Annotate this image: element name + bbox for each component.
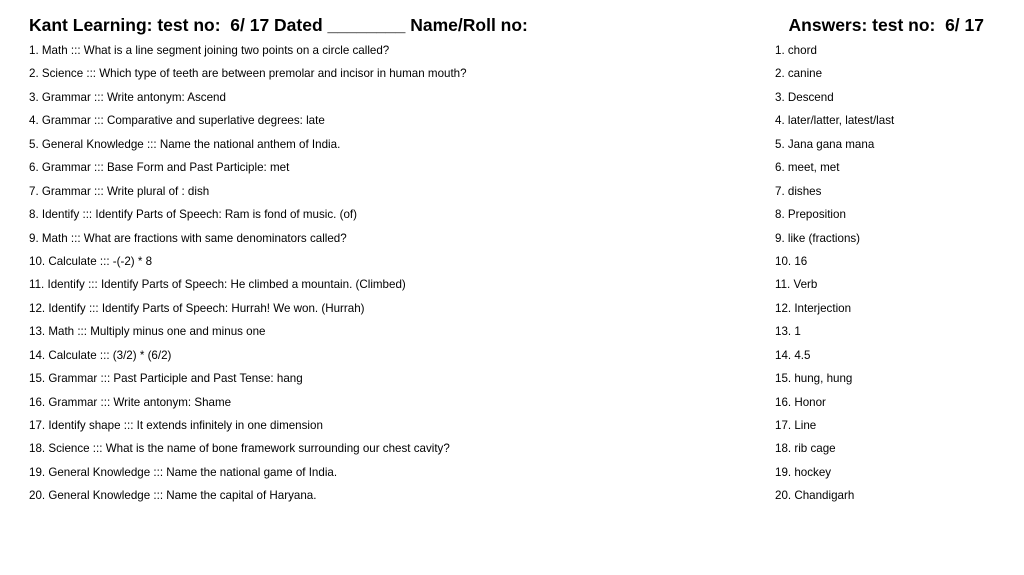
answer-item: 19. hockey (775, 465, 832, 479)
question-item: 1. Math ::: What is a line segment joining two points on a circle called? (29, 44, 390, 57)
answer-item: 14. 4.5 (775, 348, 811, 362)
answer-item: 20. Chandigarh (775, 489, 855, 503)
question-list (29, 39, 729, 508)
question-item: 20. General Knowledge ::: Name the capital of Haryana. (29, 489, 317, 503)
question-item: 15. Grammar ::: Past Participle and Past Tense: hang (29, 372, 303, 386)
question-item: 18. Science ::: What is the name of bone framework surrounding our chest cavity? (29, 442, 450, 456)
question-item: 8. Identify ::: Identify Parts of Speech: Ram is fond of music. (of) (29, 208, 357, 222)
answer-item: 5. Jana gana mana (775, 137, 875, 151)
answer-item: 13. 1 (775, 325, 801, 339)
answer-item: 10. 16 (775, 254, 808, 268)
question-item: 7. Grammar ::: Write plural of : dish (29, 184, 210, 198)
answer-item: 12. Interjection (775, 301, 852, 315)
answer-item: 11. Verb (775, 278, 818, 292)
question-item: 17. Identify shape ::: It extends infinitely in one dimension (29, 419, 323, 432)
question-item: 6. Grammar ::: Base Form and Past Participle: met (29, 161, 290, 175)
question-item: 19. General Knowledge ::: Name the national game of India. (29, 465, 338, 479)
answer-item: 6. meet, met (775, 161, 840, 175)
question-item: 5. General Knowledge ::: Name the national anthem of India. (29, 137, 341, 151)
question-item: 10. Calculate ::: -(-2) * 8 (29, 254, 153, 268)
answer-item: 8. Preposition (775, 208, 846, 222)
answer-item: 16. Honor (775, 395, 826, 409)
answer-item: 1. chord (775, 44, 817, 57)
question-item: 11. Identify ::: Identify Parts of Speech: He climbed a mountain. (Climbed) (29, 278, 406, 292)
answer-item: 2. canine (775, 67, 823, 81)
answer-item: 18. rib cage (775, 442, 836, 456)
question-item: 9. Math ::: What are fractions with same denominators called? (29, 231, 347, 245)
answer-item: 3. Descend (775, 90, 834, 104)
answer-item: 15. hung, hung (775, 372, 853, 386)
question-item: 16. Grammar ::: Write antonym: Shame (29, 395, 232, 409)
test-title: Kant Learning: test no: 6/ 17 Dated ________ Name/Roll no: (29, 15, 528, 35)
question-item: 14. Calculate ::: (3/2) * (6/2) (29, 348, 172, 362)
question-item: 13. Math ::: Multiply minus one and minus one (29, 325, 266, 339)
question-item: 4. Grammar ::: Comparative and superlative degrees: late (29, 114, 325, 128)
answer-item: 4. later/latter, latest/last (775, 114, 895, 128)
answer-list (775, 39, 995, 508)
answers-title: Answers: test no: 6/ 17 (788, 15, 984, 35)
question-item: 3. Grammar ::: Write antonym: Ascend (29, 90, 226, 104)
question-item: 2. Science ::: Which type of teeth are between premolar and incisor in human mouth? (29, 67, 467, 81)
answer-item: 9. like (fractions) (775, 231, 861, 245)
answer-item: 17. Line (775, 419, 817, 432)
question-item: 12. Identify ::: Identify Parts of Speech: Hurrah! We won. (Hurrah) (29, 301, 365, 315)
answer-item: 7. dishes (775, 184, 822, 198)
